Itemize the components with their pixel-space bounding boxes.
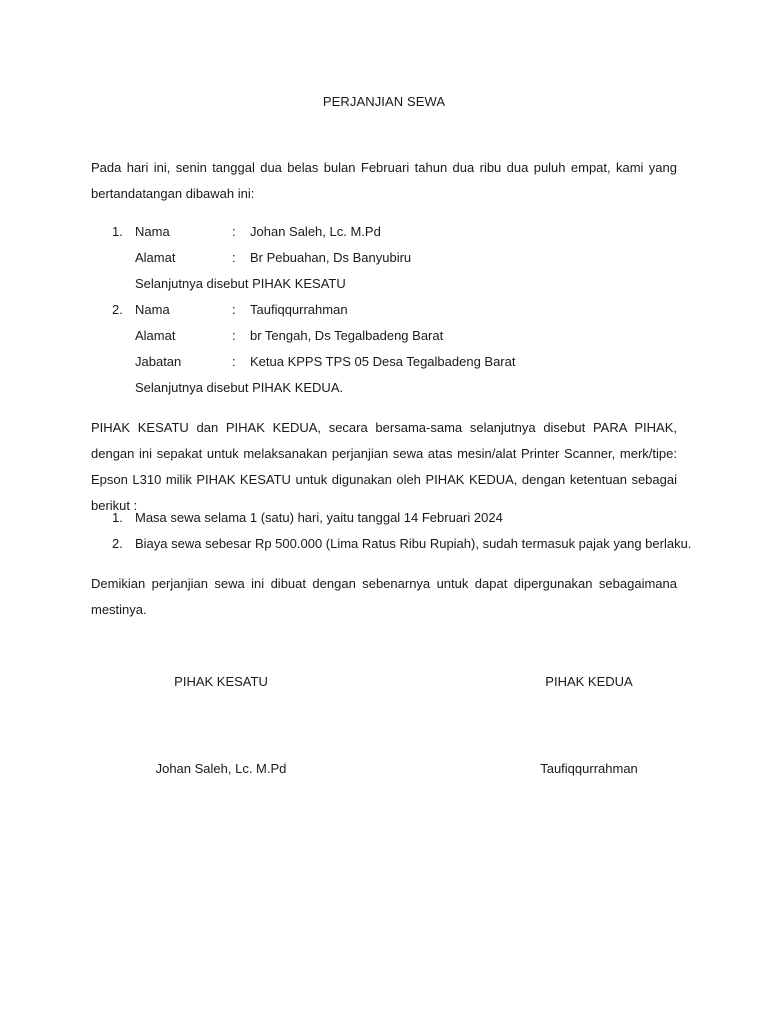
term-2-number: 2. (112, 536, 123, 551)
term-2-text: Biaya sewa sebesar Rp 500.000 (Lima Ratus Ribu Rupiah), sudah termasuk pajak yang berlaku. (135, 536, 692, 551)
party-2-address-value: br Tengah, Ds Tegalbadeng Barat (250, 328, 444, 343)
party-1-number: 1. (112, 224, 123, 239)
term-1-number: 1. (112, 510, 123, 525)
party-2-note: Selanjutnya disebut PIHAK KEDUA. (135, 380, 344, 395)
party-2-position-label: Jabatan (135, 354, 182, 369)
party-2-address-colon: : (232, 328, 236, 343)
signature-right-name: Taufiqqurrahman (540, 761, 638, 776)
intro-paragraph: Pada hari ini, senin tanggal dua belas bulan Februari tahun dua ribu dua puluh empat, kami yang bertandatangan dibawah ini: (91, 160, 677, 201)
party-1-address-colon: : (232, 250, 236, 265)
party-1-address-value: Br Pebuahan, Ds Banyubiru (250, 250, 412, 265)
party-2-position-row (0, 349, 768, 375)
party-2-address-label: Alamat (135, 328, 176, 343)
signature-left-name: Johan Saleh, Lc. M.Pd (155, 761, 287, 776)
party-1-note: Selanjutnya disebut PIHAK KESATU (135, 276, 346, 291)
closing-paragraph: Demikian perjanjian sewa ini dibuat dengan sebenarnya untuk dapat dipergunakan sebagaimana mestinya. (91, 576, 677, 617)
party-2-name-label: Nama (135, 302, 170, 317)
party-2-name-row (0, 297, 768, 323)
party-1-name-colon: : (232, 224, 236, 239)
agreement-paragraph: PIHAK KESATU dan PIHAK KEDUA, secara bersama-sama selanjutnya disebut PARA PIHAK, dengan ini sepakat untuk melaksanakan perjanjian sewa atas mesin/alat Printer Scanner, merk/tipe: Epson L310 milik PIHAK KESATU untuk digunakan oleh PIHAK KEDUA, dengan ketentuan sebagai berikut : (91, 420, 677, 513)
party-1-name-row (0, 219, 768, 245)
party-1-address-label: Alamat (135, 250, 176, 265)
party-2-note-row (0, 375, 768, 401)
term-1-text: Masa sewa selama 1 (satu) hari, yaitu tanggal 14 Februari 2024 (135, 510, 503, 525)
term-row (0, 531, 768, 557)
party-2-position-colon: : (232, 354, 236, 369)
party-1-name-label: Nama (135, 224, 170, 239)
party-2-number: 2. (112, 302, 123, 317)
party-2-address-row (0, 323, 768, 349)
party-1-name-value: Johan Saleh, Lc. M.Pd (250, 224, 381, 239)
term-row (0, 505, 768, 531)
party-1-note-row (0, 271, 768, 297)
signature-right-role: PIHAK KEDUA (545, 674, 633, 689)
party-2-name-colon: : (232, 302, 236, 317)
party-2-position-value: Ketua KPPS TPS 05 Desa Tegalbadeng Barat (250, 354, 516, 369)
signature-left-role: PIHAK KESATU (174, 674, 268, 689)
party-1-address-row (0, 245, 768, 271)
party-2-name-value: Taufiqqurrahman (250, 302, 348, 317)
document-title: PERJANJIAN SEWA (322, 94, 446, 109)
